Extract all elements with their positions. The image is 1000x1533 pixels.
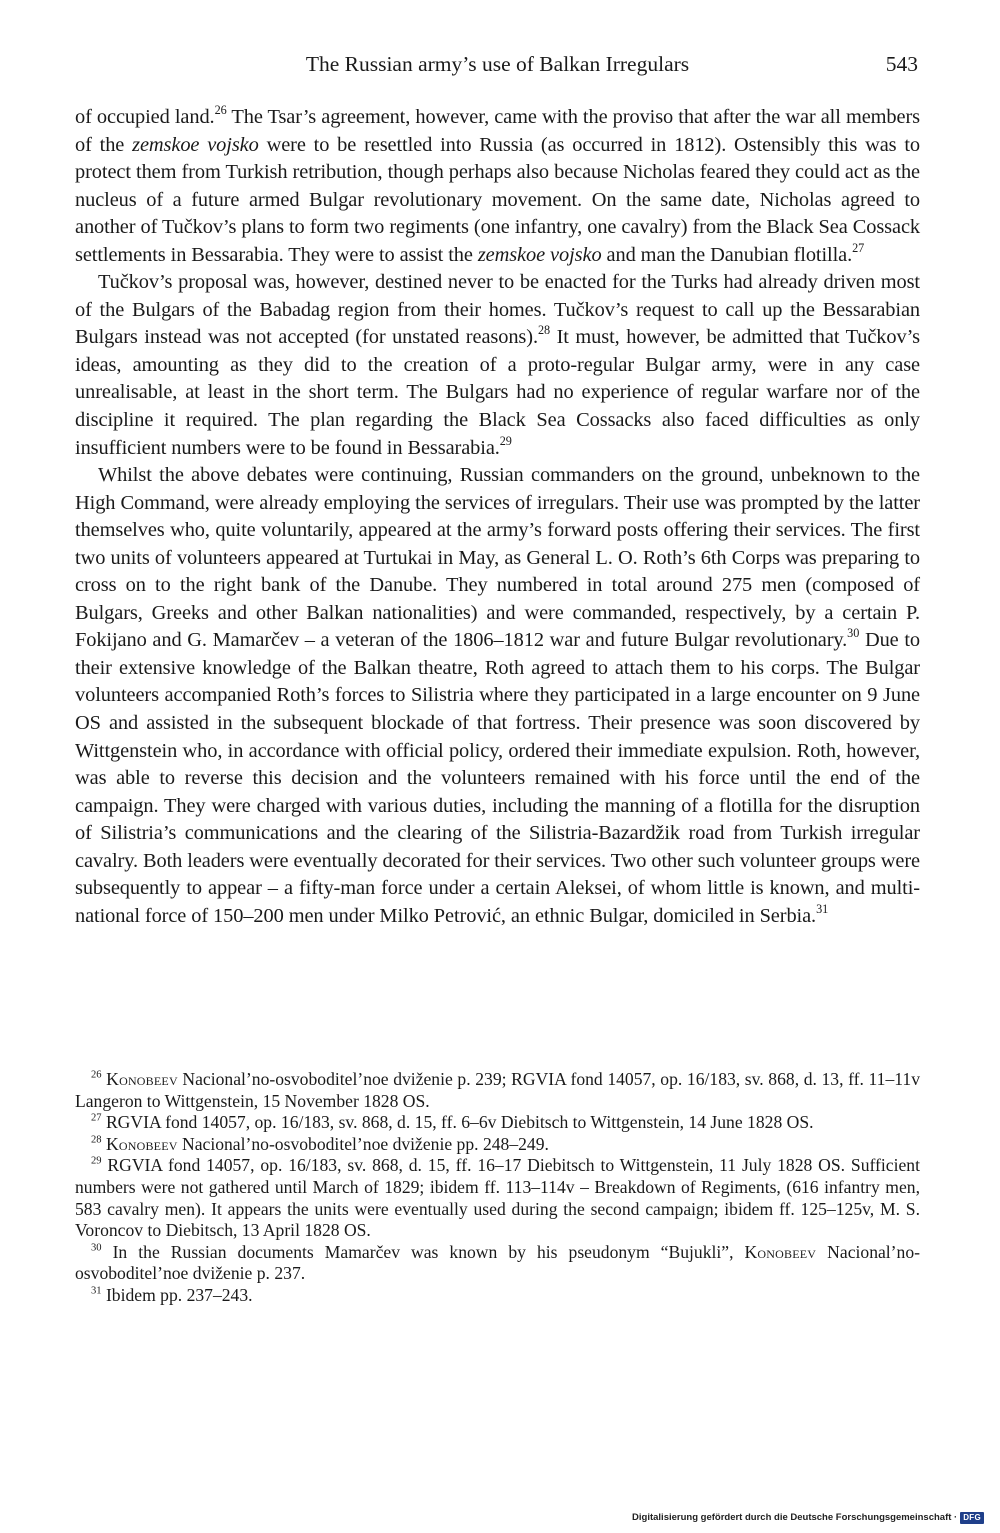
footnote-text: Nacional’no-osvoboditel’noe dviženie p. 239; RGVIA fond 14057, op. 16/183, sv. 868, d. 13, ff. 11–11v Langeron to Wittgenstein, 15 November 1828 OS.: [75, 1069, 920, 1111]
author-name: Konobeev: [106, 1069, 178, 1089]
text-run: were to be resettled into Russia (as occurred in 1812). Ostensibly this was to protect them from Turkish retribution, though perhaps also because Nicholas feared they could act as the nucleus of a future armed Bulgar revolutionary movement. On the same date, Nicholas agreed to another of Tučkov’s plans to form two regiments (one infantry, one cavalry) from the Black Sea Cossack settlements in Bessarabia. They were to assist the: [75, 133, 920, 266]
footnote-ref-30[interactable]: 30: [847, 626, 860, 641]
footnote-ref-31[interactable]: 31: [816, 902, 829, 917]
footnote-ref-26[interactable]: 26: [214, 103, 227, 118]
main-text: [75, 104, 920, 930]
paragraph-2: [75, 269, 920, 462]
footnote-27: [75, 1112, 920, 1134]
footnote-text: Ibidem pp. 237–243.: [101, 1284, 253, 1305]
italic-term: zemskoe vojsko: [132, 133, 259, 156]
running-header: [75, 50, 920, 78]
footnote-number: 27: [91, 1112, 102, 1124]
page-number: 543: [885, 52, 918, 76]
credit-text: Digitalisierung gefördert durch die Deutsche Forschungsgemeinschaft ·: [632, 1512, 958, 1523]
footnotes: [75, 1069, 920, 1307]
footnote-text: Nacional’no-osvoboditel’noe dviženie pp. 248–249.: [177, 1133, 549, 1154]
footnote-number: 28: [91, 1134, 102, 1146]
text-run: of occupied land.: [75, 106, 215, 128]
running-title: The Russian army’s use of Balkan Irregulars: [305, 52, 690, 76]
footnote-number: 26: [91, 1069, 102, 1081]
text-run: The Tsar’s agreement, however, came with the proviso that after the war all members of the: [75, 106, 920, 156]
digitization-credit: [632, 1511, 984, 1525]
footnote-30: [75, 1242, 920, 1285]
footnote-number: 30: [91, 1242, 102, 1254]
paragraph-3: [75, 462, 920, 930]
footnote-text: RGVIA fond 14057, op. 16/183, sv. 868, d. 15, ff. 6–6v Diebitsch to Wittgenstein, 14 June 1828 OS.: [101, 1112, 814, 1133]
footnote-text: Nacional’no-osvoboditel’noe dviženie p. 237.: [75, 1241, 920, 1284]
footnote-text: RGVIA fond 14057, op. 16/183, sv. 868, d. 15, ff. 16–17 Diebitsch to Wittgenstein, 11 July 1828 OS. Sufficient numbers were not gathered until March of 1829; ibidem ff. 113–114v – Breakdown of Regiments, (616 infantry men, 583 cavalry men). It appears the units were eventually used during the second campaign; ibidem ff. 125–125v, M. S. Voroncov to Diebitsch, 13 April 1828 OS.: [75, 1155, 920, 1241]
author-name: Konobeev: [105, 1133, 178, 1154]
footnote-31: [75, 1285, 920, 1307]
footnote-ref-29[interactable]: 29: [499, 433, 512, 448]
dfg-logo: DFG: [960, 1512, 984, 1524]
footnote-text: In the Russian documents Mamarčev was known by his pseudonym “Bujukli”,: [101, 1241, 745, 1262]
footnote-26: [75, 1069, 920, 1112]
footnote-ref-27[interactable]: 27: [852, 240, 865, 255]
footnote-number: 29: [91, 1155, 102, 1167]
italic-term: zemskoe vojsko: [477, 243, 602, 266]
text-run: and man the Danubian flotilla.: [601, 243, 853, 266]
text-run: Due to their extensive knowledge of the Balkan theatre, Roth agreed to attach them to his corps. The Bulgar volunteers accompanied Roth’s forces to Silistria where they participated in a large encounter on 9 June OS and assisted in the subsequent blockade of that fortress. Their presence was soon discovered by Wittgenstein who, in accordance with official policy, ordered their immediate expulsion. Roth, however, was able to reverse this decision and the volunteers remained with his force until the end of the campaign. They were charged with various duties, including the manning of a flotilla for the disruption of Silistria’s communications and the clearing of the Silistria-Bazardžik road from Turkish irregular cavalry. Both leaders were eventually decorated for their services. Two other such volunteer groups were subsequently to appear – a fifty-man force under a certain Aleksei, of whom little is known, and multi-national force of 150–200 men under Milko Petrović, an ethnic Bulgar, domiciled in Serbia.: [75, 629, 920, 927]
footnote-ref-28[interactable]: 28: [537, 323, 550, 338]
footnote-28: [75, 1134, 920, 1156]
text-run: Whilst the above debates were continuing, Russian commanders on the ground, unbeknown to the High Command, were already employing the services of irregulars. Their use was prompted by the latter themselves who, quite voluntarily, appeared at the army’s forward posts offering their services. The first two units of volunteers appeared at Turtukai in May, as General L. O. Roth’s 6th Corps was preparing to cross on to the right bank of the Danube. They numbered in total around 275 men (composed of Bulgars, Greeks and other Balkan nationalities) and were commanded, respectively, by a certain P. Fokijano and G. Mamarčev – a veteran of the 1806–1812 war and future Bulgar revolutionary.: [75, 464, 920, 652]
paragraph-1: [75, 104, 920, 269]
text-run: It must, however, be admitted that Tučkov’s ideas, amounting as they did to the creation of a proto-regular Bulgar army, were in any case unrealisable, at least in the short term. The Bulgars had no experience of regular warfare nor of the discipline it required. The plan regarding the Black Sea Cossacks also faced difficulties as only insufficient numbers were to be found in Bessarabia.: [75, 326, 920, 459]
footnote-29: [75, 1155, 920, 1241]
text-run: Tučkov’s proposal was, however, destined never to be enacted for the Turks had already driven most of the Bulgars of the Babadag region from their homes. Tučkov’s request to call up the Bessarabian Bulgars instead was not accepted (for unstated reasons).: [75, 271, 920, 349]
author-name: Konobeev: [744, 1241, 817, 1262]
footnote-number: 31: [91, 1285, 102, 1297]
